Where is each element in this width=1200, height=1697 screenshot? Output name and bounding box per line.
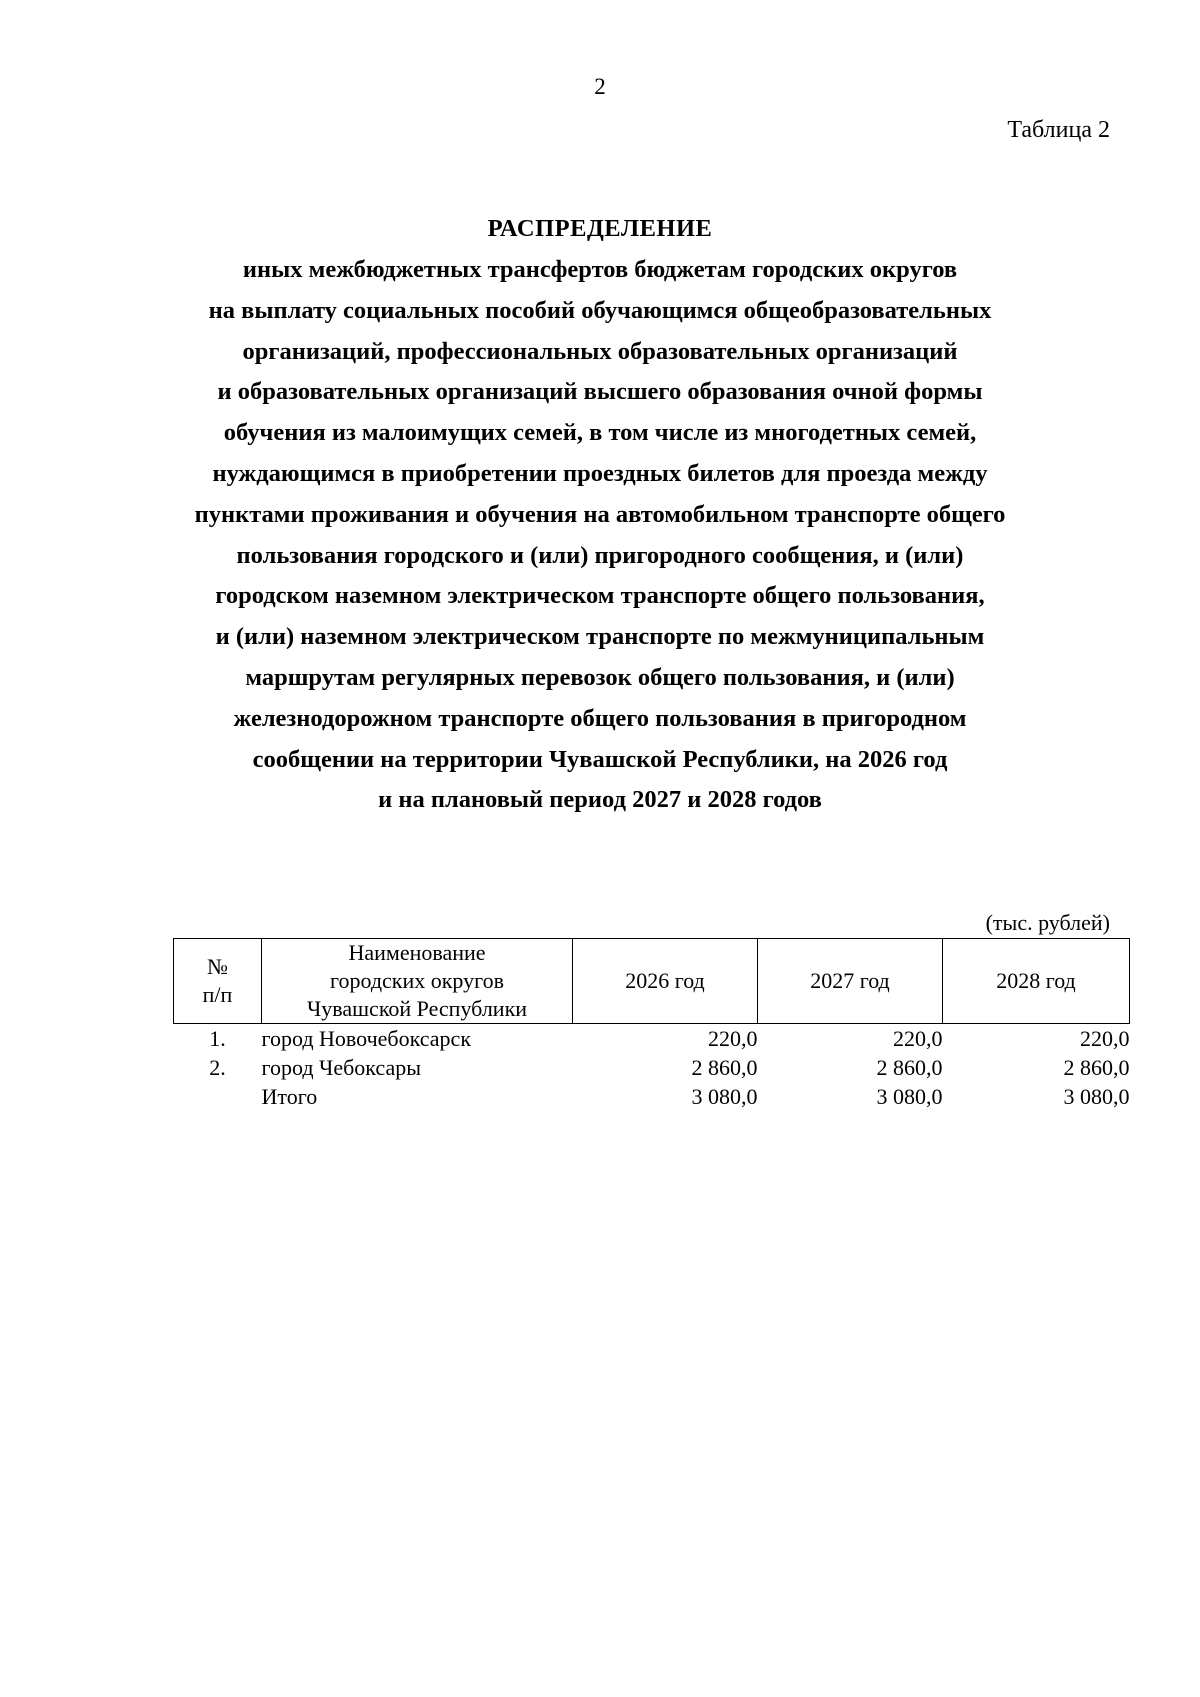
row-value-2028: 220,0 <box>1080 1026 1130 1051</box>
table-header-row <box>174 939 1130 1024</box>
row-value-2027: 2 860,0 <box>876 1055 943 1080</box>
table-label: Таблица 2 <box>1007 117 1110 143</box>
table-row <box>174 1024 1130 1054</box>
total-value-2026: 3 080,0 <box>691 1084 758 1109</box>
title-heading: РАСПРЕДЕЛЕНИЕ <box>487 215 713 242</box>
header-num-line2: п/п <box>202 982 233 1007</box>
header-2026: 2026 год <box>573 939 758 1024</box>
total-label: Итого <box>261 1084 318 1109</box>
title-line: сообщении на территории Чувашской Республики, на 2026 год <box>252 745 948 773</box>
row-num: 2. <box>209 1055 226 1080</box>
page-number: 2 <box>594 74 606 99</box>
header-name-line1: Наименование <box>348 940 486 965</box>
header-name-line2: городских округов <box>329 968 505 993</box>
title-line: нуждающимся в приобретении проездных билетов для проезда между <box>212 459 988 487</box>
row-value-2027: 220,0 <box>893 1026 943 1051</box>
row-value-2026: 2 860,0 <box>691 1055 758 1080</box>
units-note: (тыс. рублей) <box>985 910 1110 935</box>
header-2028: 2028 год <box>943 939 1130 1024</box>
header-name <box>262 939 573 1024</box>
table-row <box>174 1053 1130 1082</box>
title-line: и (или) наземном электрическом транспорте по межмуниципальным <box>215 623 985 651</box>
row-name: город Новочебоксарск <box>261 1026 472 1051</box>
row-num: 1. <box>209 1026 226 1051</box>
title-line: пользования городского и (или) пригородного сообщения, и (или) <box>236 541 964 569</box>
title-line: городском наземном электрическом транспорте общего пользования, <box>215 582 985 610</box>
title-line: на выплату социальных пособий обучающимся общеобразовательных <box>208 296 992 324</box>
header-num <box>174 939 262 1024</box>
title-line: и образовательных организаций высшего образования очной формы <box>217 378 983 406</box>
header-name-line3: Чувашской Республики <box>306 996 528 1021</box>
row-value-2028: 2 860,0 <box>1063 1055 1130 1080</box>
distribution-table <box>173 938 1130 1111</box>
table-total-row <box>174 1082 1130 1111</box>
title-line: пунктами проживания и обучения на автомобильном транспорте общего <box>194 500 1006 528</box>
title-line: и на плановый период 2027 и 2028 годов <box>378 786 822 814</box>
title-line: иных межбюджетных трансфертов бюджетам городских округов <box>242 256 958 283</box>
title-line: обучения из малоимущих семей, в том числе из многодетных семей, <box>223 419 977 447</box>
title-line: организаций, профессиональных образовательных организаций <box>242 337 958 365</box>
title-line: маршрутам регулярных перевозок общего пользования, и (или) <box>245 663 955 691</box>
total-value-2028: 3 080,0 <box>1063 1084 1130 1109</box>
row-name: город Чебоксары <box>261 1055 422 1080</box>
header-2027: 2027 год <box>758 939 943 1024</box>
header-num-line1: № <box>207 954 228 979</box>
row-value-2026: 220,0 <box>708 1026 758 1051</box>
title-line: железнодорожном транспорте общего пользования в пригородном <box>233 704 967 732</box>
total-num <box>174 1082 262 1111</box>
total-value-2027: 3 080,0 <box>876 1084 943 1109</box>
document-title <box>120 208 1080 821</box>
